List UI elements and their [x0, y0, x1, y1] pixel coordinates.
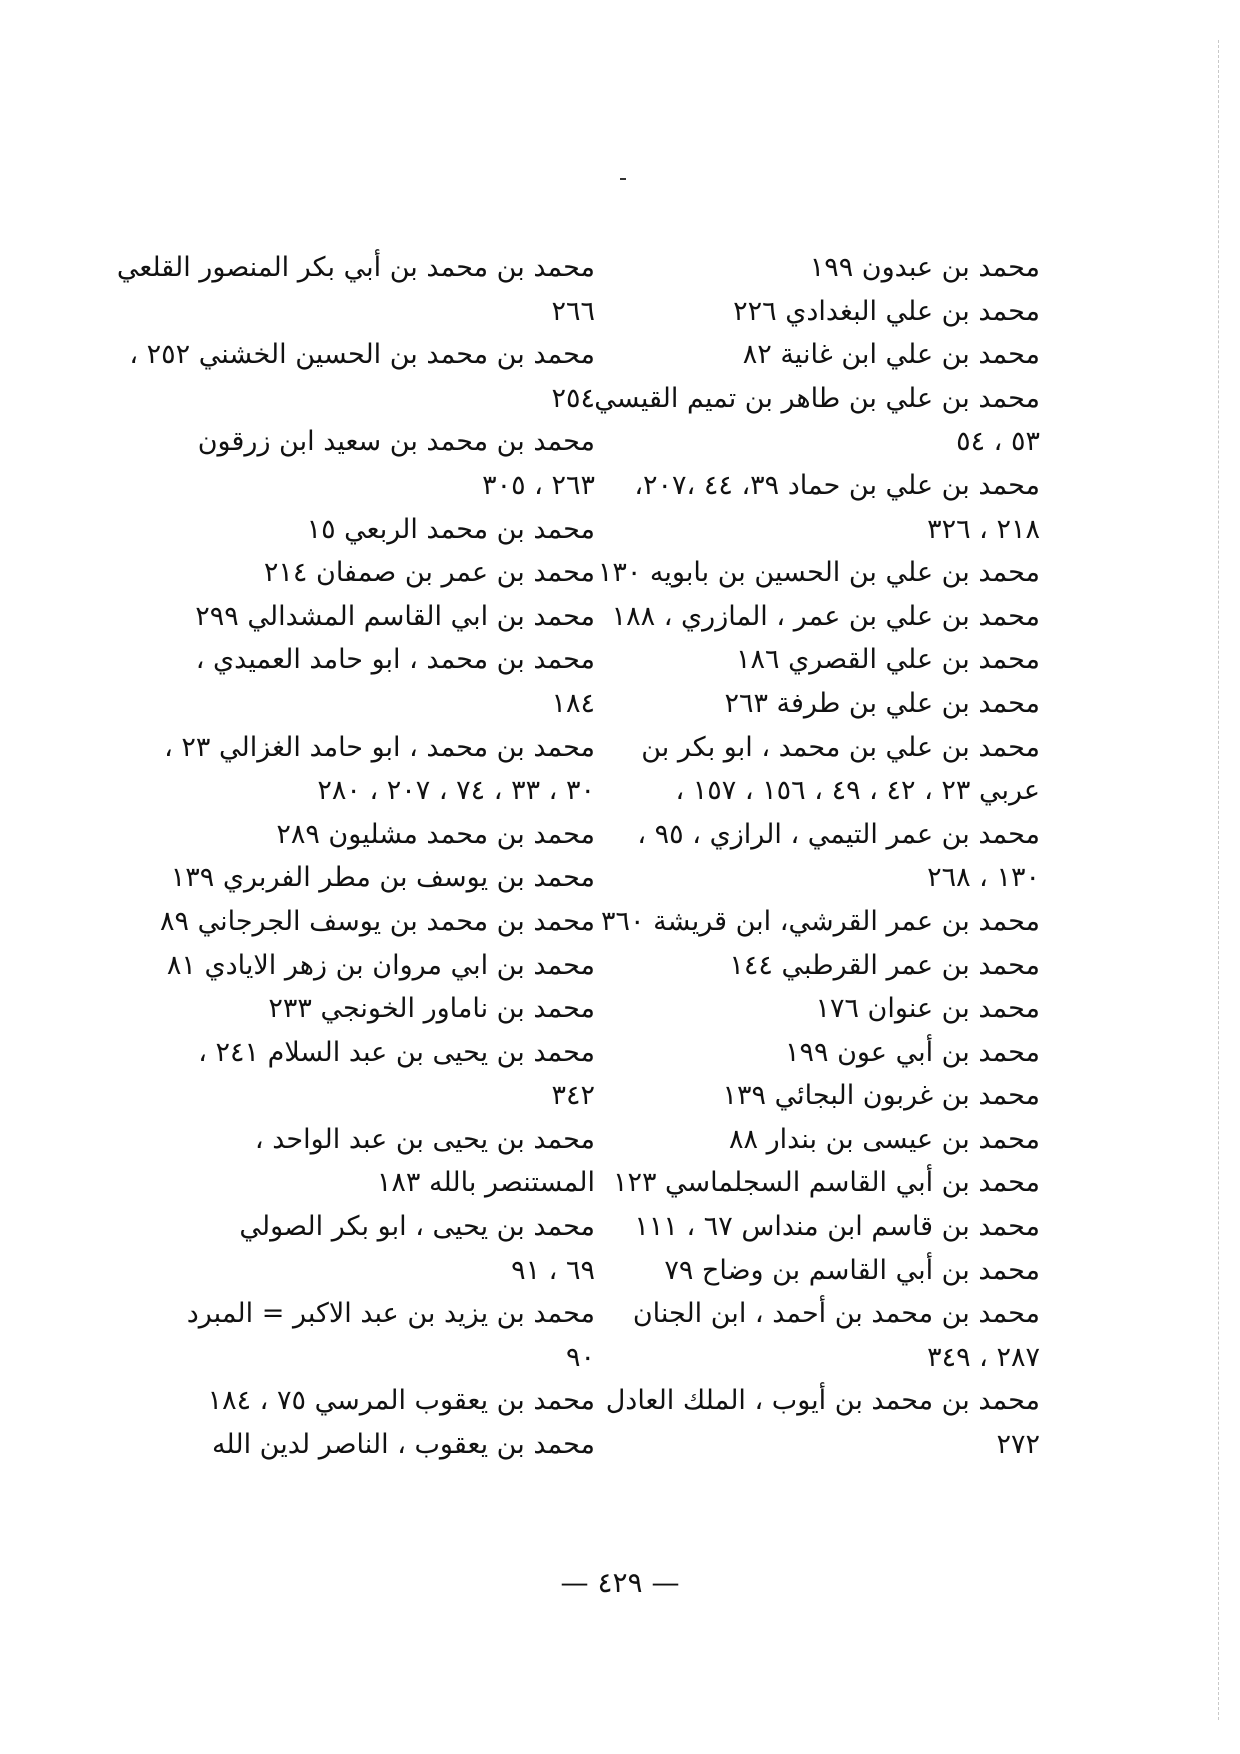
index-line: محمد بن محمد بن يوسف الجرجاني ٨٩ — [159, 905, 595, 937]
index-line: محمد بن محمد الربعي ١٥ — [306, 513, 595, 545]
index-line: محمد بن علي ابن غانية ٨٢ — [742, 339, 1040, 371]
index-line: محمد بن غربون البجائي ١٣٩ — [722, 1080, 1040, 1112]
index-line: محمد بن عبدون ١٩٩ — [809, 252, 1040, 283]
index-line: محمد بن أبي القاسم السجلماسي ١٢٣ — [612, 1167, 1040, 1199]
index-line: ٣٤٢ — [551, 1080, 595, 1112]
index-line: محمد بن محمد مشليون ٢٨٩ — [276, 818, 595, 850]
index-line: محمد بن ناماور الخونجي ٢٣٣ — [268, 993, 595, 1025]
index-line: ٣٠ ، ٣٣ ، ٧٤ ، ٢٠٧ ، ٢٨٠ — [317, 775, 595, 807]
index-line: محمد بن يزيد بن عبد الاكبر = المبرد — [186, 1298, 595, 1330]
index-line: ٢٨٧ ، ٣٤٩ — [927, 1341, 1040, 1373]
index-line: محمد بن علي البغدادي ٢٢٦ — [733, 295, 1040, 327]
index-line: محمد بن أبي عون ١٩٩ — [785, 1036, 1040, 1068]
index-line: ٢٧٢ — [996, 1429, 1040, 1461]
index-line: محمد بن يحيى بن عبد الواحد ، — [254, 1123, 595, 1155]
index-line: محمد بن عنوان ١٧٦ — [815, 993, 1040, 1025]
index-line: محمد بن ابي القاسم المشدالي ٢٩٩ — [195, 600, 595, 632]
index-line: محمد بن ابي مروان بن زهر الايادي ٨١ — [166, 949, 595, 981]
index-line: ٢٥٤ — [551, 382, 595, 414]
index-line: محمد بن عمر بن صمفان ٢١٤ — [263, 557, 595, 589]
index-line: ١٣٠ ، ٢٦٨ — [927, 862, 1040, 894]
index-line: ٥٣ ، ٥٤ — [956, 426, 1040, 458]
index-line: محمد بن عمر القرطبي ١٤٤ — [729, 949, 1040, 981]
index-line: محمد بن يحيى بن عبد السلام ٢٤١ ، — [198, 1036, 595, 1068]
index-line: محمد بن محمد بن أيوب ، الملك العادل — [605, 1385, 1040, 1417]
page-mark — [620, 178, 626, 180]
index-line: محمد بن محمد بن سعيد ابن زرقون — [197, 426, 595, 458]
index-line: عربي ٢٣ ، ٤٢ ، ٤٩ ، ١٥٦ ، ١٥٧ ، — [675, 775, 1040, 807]
index-line: محمد بن عمر القرشي، ابن قريشة ٣٦٠ — [601, 905, 1040, 937]
page-edge-line — [1218, 40, 1219, 1720]
index-line: محمد بن علي القصري ١٨٦ — [736, 644, 1040, 676]
index-line: محمد بن علي بن محمد ، ابو بكر بن — [641, 731, 1040, 763]
index-line: محمد بن يعقوب ، الناصر لدين الله — [211, 1429, 595, 1461]
index-line: محمد بن يعقوب المرسي ٧٥ ، ١٨٤ — [207, 1385, 595, 1417]
index-column-left — [116, 246, 595, 1467]
index-line: محمد بن يحيى ، ابو بكر الصولي — [239, 1211, 595, 1243]
index-line: محمد بن محمد ، ابو حامد الغزالي ٢٣ ، — [164, 731, 595, 763]
index-line: محمد بن محمد ، ابو حامد العميدي ، — [195, 644, 595, 676]
index-column-right — [594, 246, 1040, 1467]
index-line: محمد بن علي بن عمر ، المازري ، ١٨٨ — [611, 600, 1040, 632]
index-line: محمد بن محمد بن الحسين الخشني ٢٥٢ ، — [129, 339, 595, 371]
index-line: محمد بن عمر التيمي ، الرازي ، ٩٥ ، — [637, 818, 1040, 850]
index-line: ٢٦٦ — [551, 295, 595, 327]
index-line: محمد بن أبي القاسم بن وضاح ٧٩ — [664, 1254, 1040, 1286]
index-line: محمد بن قاسم ابن منداس ٦٧ ، ١١١ — [634, 1211, 1040, 1243]
index-line: ٢١٨ ، ٣٢٦ — [927, 513, 1040, 545]
index-line: محمد بن علي بن حماد ٣٩، ٤٤ ،٢٠٧، — [634, 469, 1040, 501]
index-line: محمد بن علي بن الحسين بن بابويه ١٣٠ — [597, 557, 1040, 589]
index-line: محمد بن عيسى بن بندار ٨٨ — [729, 1123, 1040, 1155]
index-line: محمد بن محمد بن أحمد ، ابن الجنان — [632, 1298, 1040, 1330]
index-line: ٦٩ ، ٩١ — [511, 1254, 595, 1286]
index-line: محمد بن علي بن طاهر بن تميم القيسي — [594, 382, 1040, 414]
index-line: محمد بن علي بن طرفة ٢٦٣ — [724, 687, 1040, 719]
index-line: ٩٠ — [565, 1341, 595, 1373]
index-line: المستنصر بالله ١٨٣ — [376, 1167, 595, 1199]
page-number: — ٤٢٩ — — [560, 1566, 680, 1599]
index-line: ٢٦٣ ، ٣٠٥ — [482, 469, 595, 501]
index-line: محمد بن يوسف بن مطر الفربري ١٣٩ — [170, 862, 595, 894]
index-line: ١٨٤ — [551, 687, 595, 719]
index-line: محمد بن محمد بن أبي بكر المنصور القلعي — [116, 252, 595, 283]
